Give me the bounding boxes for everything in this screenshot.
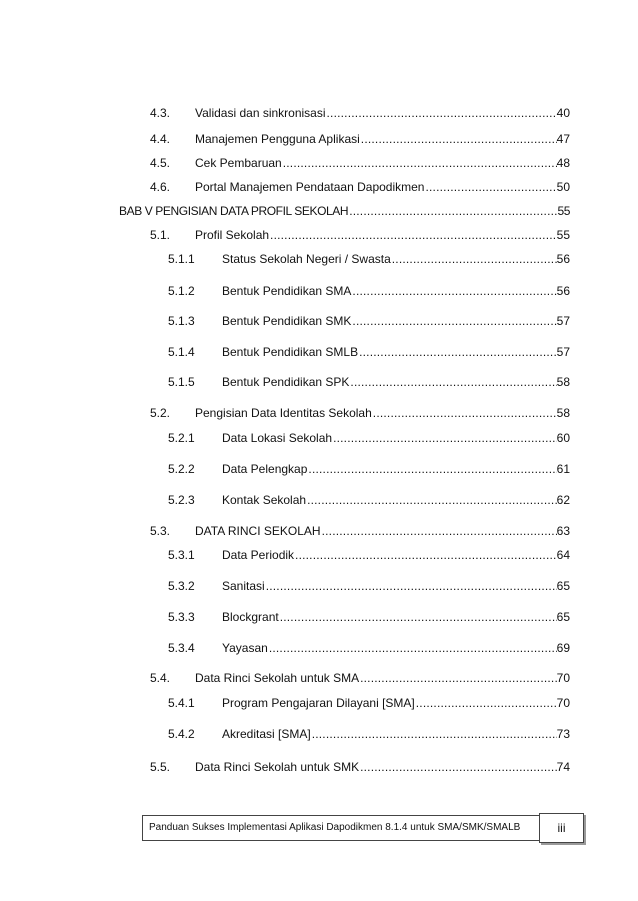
section-number: 4.4.: [150, 132, 171, 146]
section-number: 4.3.: [150, 106, 171, 120]
subsection-title: Status Sekolah Negeri / Swasta: [222, 252, 391, 266]
subsection-number: 5.3.3: [168, 610, 195, 624]
section-number: 5.3.: [150, 524, 171, 538]
section-title: Pengisian Data Identitas Sekolah: [195, 406, 372, 420]
subsection-title: Blockgrant: [222, 610, 279, 624]
dot-leader: [294, 547, 557, 563]
dot-leader: [332, 430, 557, 446]
dot-leader: [372, 405, 557, 421]
dot-leader: [311, 726, 557, 742]
subsection-number: 5.3.4: [168, 641, 195, 655]
toc-subentry: [168, 283, 570, 299]
subsection-number: 5.2.2: [168, 462, 195, 476]
page-number: 74: [556, 760, 570, 774]
subsection-title: Bentuk Pendidikan SPK: [222, 375, 350, 389]
subsection-number: 5.4.1: [168, 696, 195, 710]
chapter-title: BAB V PENGISIAN DATA PROFIL SEKOLAH: [119, 204, 349, 218]
section-title: Data Rinci Sekolah untuk SMA: [195, 671, 360, 685]
dot-leader: [415, 695, 557, 711]
dot-leader: [306, 492, 557, 508]
page-number: 63: [556, 524, 570, 538]
toc-subentry: [168, 492, 570, 508]
toc-subentry: [168, 374, 570, 390]
toc-subentry: [168, 430, 570, 446]
toc-subentry: [168, 640, 570, 656]
subsection-title: Data Lokasi Sekolah: [222, 431, 333, 445]
subsection-number: 5.1.1: [168, 252, 195, 266]
toc-entry: [150, 105, 570, 121]
subsection-number: 5.3.1: [168, 548, 195, 562]
subsection-title: Bentuk Pendidikan SMK: [222, 314, 352, 328]
toc-entry: [150, 227, 570, 243]
section-number: 5.1.: [150, 228, 171, 242]
subsection-title: Kontak Sekolah: [222, 493, 307, 507]
page-number: 56: [556, 284, 570, 298]
page-number: 65: [556, 610, 570, 624]
page-number: 58: [556, 375, 570, 389]
subsection-title: Data Periodik: [222, 548, 295, 562]
toc-subentry: [168, 695, 570, 711]
dot-leader: [282, 155, 557, 171]
subsection-number: 5.1.4: [168, 345, 195, 359]
footer-title: Panduan Sukses Implementasi Aplikasi Dapodikmen 8.1.4 untuk SMA/SMK/SMALB: [149, 822, 521, 833]
subsection-number: 5.4.2: [168, 727, 195, 741]
toc-subentry: [168, 726, 570, 742]
section-title: Data Rinci Sekolah untuk SMK: [195, 760, 360, 774]
dot-leader: [265, 578, 557, 594]
section-number: 4.5.: [150, 156, 171, 170]
page-number: 65: [556, 579, 570, 593]
toc-entry: [150, 405, 570, 421]
subsection-title: Sanitasi: [222, 579, 265, 593]
subsection-title: Yayasan: [222, 641, 268, 655]
page-number: 55: [557, 204, 570, 218]
toc-subentry: [168, 344, 570, 360]
dot-leader: [268, 640, 557, 656]
dot-leader: [359, 759, 557, 775]
dot-leader: [360, 131, 557, 147]
section-number: 5.2.: [150, 406, 171, 420]
page-number: 69: [556, 641, 570, 655]
section-title: Portal Manajemen Pendataan Dapodikmen: [195, 180, 425, 194]
dot-leader: [279, 609, 557, 625]
page-number: 60: [556, 431, 570, 445]
section-title: Manajemen Pengguna Aplikasi: [195, 132, 360, 146]
page-number: 70: [556, 696, 570, 710]
toc-entry: [150, 131, 570, 147]
dot-leader: [321, 523, 557, 539]
dot-leader: [269, 227, 557, 243]
page-number: 56: [556, 252, 570, 266]
dot-leader: [307, 461, 556, 477]
page-number: 40: [556, 106, 570, 120]
page-number: 58: [556, 406, 570, 420]
subsection-title: Bentuk Pendidikan SMA: [222, 284, 352, 298]
footer-page-number: iii: [539, 813, 584, 843]
dot-leader: [349, 374, 556, 390]
section-title: DATA RINCI SEKOLAH: [195, 524, 321, 538]
toc-subentry: [168, 547, 570, 563]
subsection-number: 5.1.3: [168, 314, 195, 328]
footer: [142, 815, 540, 841]
page-number: 47: [556, 132, 570, 146]
toc-entry: [150, 179, 570, 195]
dot-leader: [326, 105, 557, 121]
chapter-heading: [119, 203, 570, 219]
toc-entry: [150, 155, 570, 171]
toc-entry: [150, 670, 570, 686]
subsection-title: Akreditasi [SMA]: [222, 727, 311, 741]
dot-leader: [351, 283, 556, 299]
toc-subentry: [168, 251, 570, 267]
dot-leader: [358, 344, 557, 360]
toc-subentry: [168, 578, 570, 594]
dot-leader: [424, 179, 556, 195]
page-number: 57: [556, 345, 570, 359]
section-number: 5.5.: [150, 760, 171, 774]
dot-leader: [359, 670, 557, 686]
subsection-title: Data Pelengkap: [222, 462, 308, 476]
section-number: 4.6.: [150, 180, 171, 194]
page-number: 73: [556, 727, 570, 741]
subsection-title: Bentuk Pendidikan SMLB: [222, 345, 359, 359]
subsection-number: 5.2.1: [168, 431, 195, 445]
section-title: Validasi dan sinkronisasi: [195, 106, 326, 120]
toc-entry: [150, 523, 570, 539]
subsection-title: Program Pengajaran Dilayani [SMA]: [222, 696, 415, 710]
dot-leader: [351, 313, 556, 329]
page-number: 48: [556, 156, 570, 170]
page-number: 50: [556, 180, 570, 194]
section-title: Profil Sekolah: [195, 228, 270, 242]
page-number: 70: [556, 671, 570, 685]
dot-leader: [348, 203, 557, 219]
dot-leader: [391, 251, 557, 267]
subsection-number: 5.2.3: [168, 493, 195, 507]
subsection-number: 5.3.2: [168, 579, 195, 593]
section-title: Cek Pembaruan: [195, 156, 282, 170]
toc-subentry: [168, 313, 570, 329]
toc-subentry: [168, 609, 570, 625]
subsection-number: 5.1.5: [168, 375, 195, 389]
subsection-number: 5.1.2: [168, 284, 195, 298]
page-number: 57: [556, 314, 570, 328]
page-number: 55: [556, 228, 570, 242]
toc-subentry: [168, 461, 570, 477]
page-number: 64: [556, 548, 570, 562]
page-number: 61: [556, 462, 570, 476]
section-number: 5.4.: [150, 671, 171, 685]
page-number: 62: [556, 493, 570, 507]
toc-entry: [150, 759, 570, 775]
